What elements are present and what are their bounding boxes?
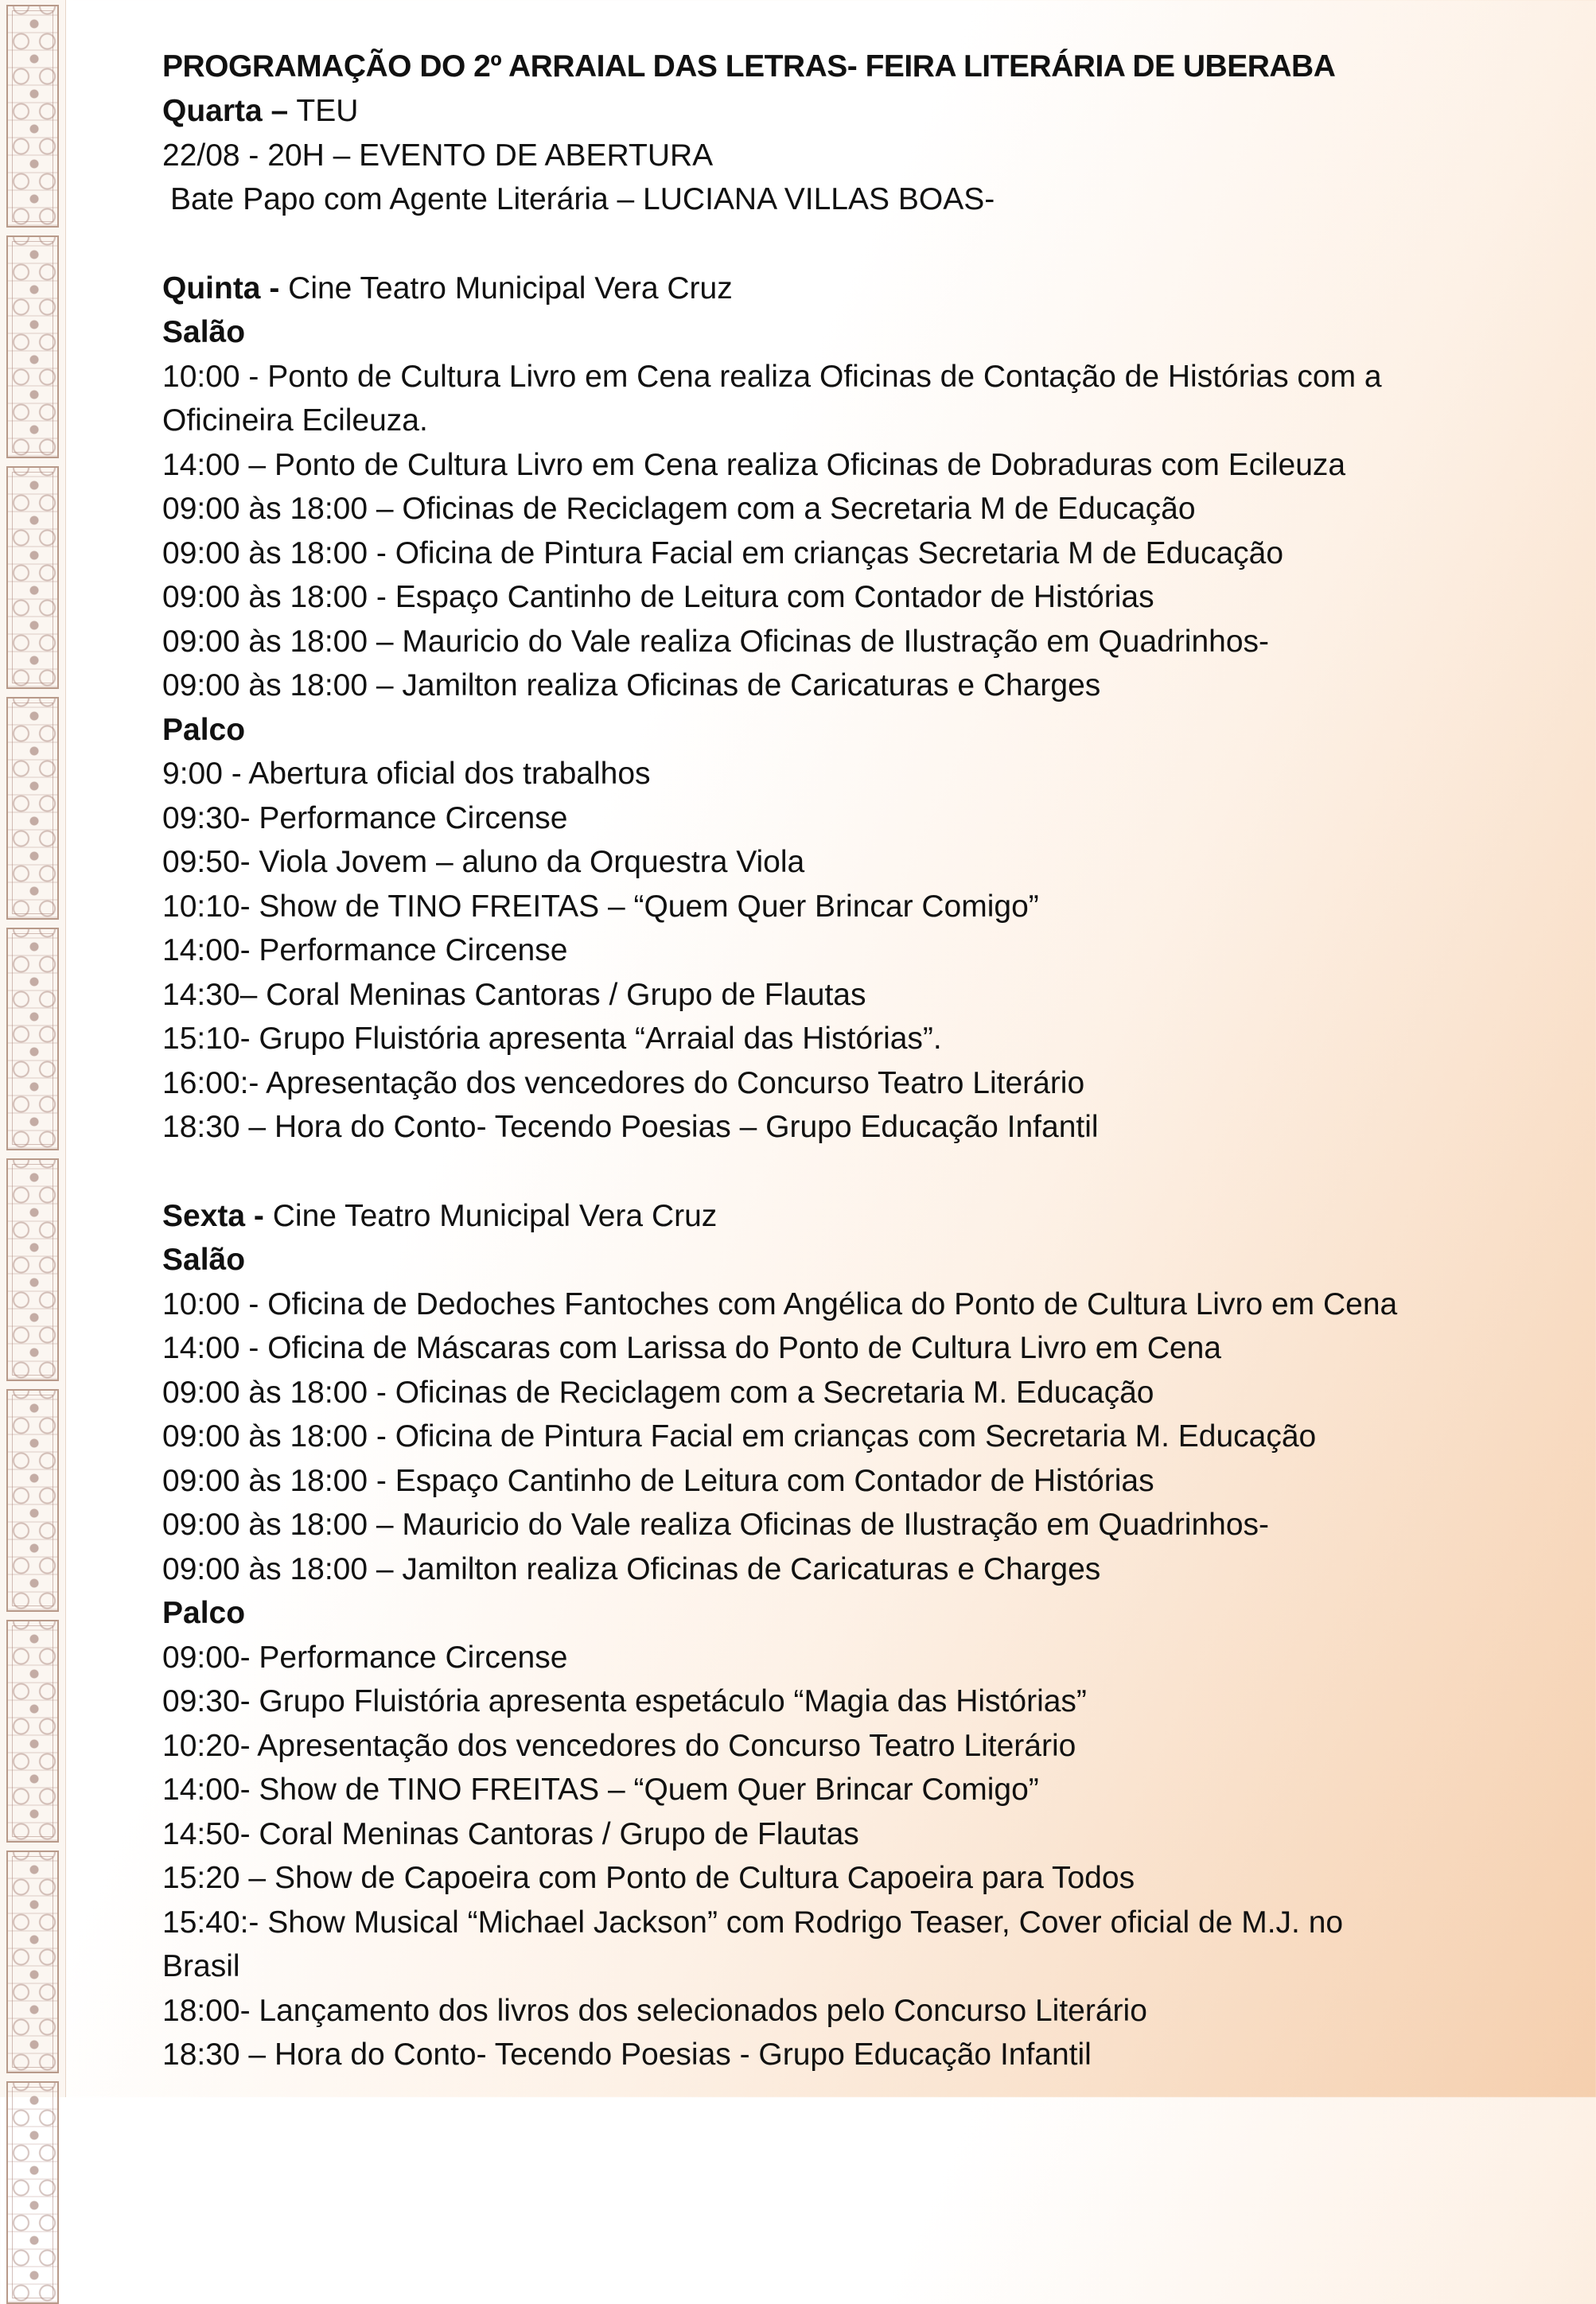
list-item: 18:00- Lançamento dos livros dos selecionados pelo Concurso Literário [162,1993,1147,2028]
ornament-panel [6,1389,59,1612]
list-item: 14:00 - Oficina de Máscaras com Larissa do Ponto de Cultura Livro em Cena [162,1331,1221,1365]
list-item: 14:50- Coral Meninas Cantoras / Grupo de Flautas [162,1816,859,1851]
decorative-border [0,0,66,2097]
list-item: 09:00 às 18:00 – Mauricio do Vale realiza Oficinas de Ilustração em Quadrinhos- [162,624,1270,659]
opening-day-line [162,89,1419,134]
list-item: 09:00 às 18:00 – Jamilton realiza Oficinas de Caricaturas e Charges [162,668,1101,702]
thursday-section [162,267,1419,1150]
palco-label: Palco [162,1596,246,1630]
opening-event: 22/08 - 20H – EVENTO DE ABERTURA [162,138,714,173]
list-item: 18:30 – Hora do Conto- Tecendo Poesias – Grupo Educação Infantil [162,1110,1099,1144]
spacer [162,222,1419,267]
program-document [162,45,1419,2077]
list-item: 09:00 às 18:00 - Espaço Cantinho de Leitura com Contador de Histórias [162,580,1154,614]
friday-day-label: Sexta - [162,1198,264,1233]
list-item: 09:00 às 18:00 - Oficina de Pintura Facial em crianças com Secretaria M. Educação [162,1419,1317,1454]
spacer [162,1150,1419,1194]
list-item: 10:00 - Ponto de Cultura Livro em Cena realiza Oficinas de Contação de Histórias com a Oficineira Ecileuza. [162,359,1382,438]
list-item: 14:30– Coral Meninas Cantoras / Grupo de Flautas [162,977,866,1012]
list-item: 09:00 às 18:00 - Oficina de Pintura Facial em crianças Secretaria M de Educação [162,535,1284,570]
opening-venue: TEU [288,94,359,128]
ornament-panel [6,1620,59,1843]
list-item: 15:20 – Show de Capoeira com Ponto de Cultura Capoeira para Todos [162,1861,1135,1895]
ornament-panel [6,928,59,1150]
list-item: 09:00 às 18:00 – Jamilton realiza Oficinas de Caricaturas e Charges [162,1551,1101,1586]
list-item: 16:00:- Apresentação dos vencedores do Concurso Teatro Literário [162,1065,1085,1100]
list-item: 14:00- Performance Circense [162,933,568,967]
ornament-panel [6,466,59,689]
ornament-panel [6,697,59,920]
document-title: PROGRAMAÇÃO DO 2º ARRAIAL DAS LETRAS- FEIRA LITERÁRIA DE UBERABA [162,49,1336,84]
list-item: 09:00- Performance Circense [162,1640,568,1675]
list-item: 15:10- Grupo Fluistória apresenta “Arraial das Histórias”. [162,1022,942,1056]
list-item: 09:30- Performance Circense [162,800,568,835]
ornament-panel [6,2081,59,2304]
palco-label: Palco [162,712,246,747]
salao-label: Salão [162,1243,246,1277]
list-item: 09:00 às 18:00 – Mauricio do Vale realiza Oficinas de Ilustração em Quadrinhos- [162,1508,1270,1542]
list-item: 09:00 às 18:00 - Oficinas de Reciclagem com a Secretaria M. Educação [162,1375,1154,1410]
ornament-panel [6,1158,59,1381]
opening-section [162,89,1419,222]
list-item: 09:30- Grupo Fluistória apresenta espetáculo “Magia das Histórias” [162,1684,1087,1718]
list-item: 09:00 às 18:00 - Espaço Cantinho de Leitura com Contador de Histórias [162,1463,1154,1498]
friday-day-line [162,1194,1419,1239]
list-item: 10:20- Apresentação dos vencedores do Concurso Teatro Literário [162,1728,1076,1763]
list-item: 14:00 – Ponto de Cultura Livro em Cena realiza Oficinas de Dobraduras com Ecileuza [162,447,1346,482]
list-item: 18:30 – Hora do Conto- Tecendo Poesias - Grupo Educação Infantil [162,2037,1092,2072]
thursday-salao-heading [162,310,1419,355]
friday-palco-heading [162,1591,1419,1636]
list-item: 15:40:- Show Musical “Michael Jackson” com Rodrigo Teaser, Cover oficial de M.J. no Brasil [162,1905,1344,1983]
list-item: 14:00- Show de TINO FREITAS – “Quem Quer Brincar Comigo” [162,1773,1039,1807]
opening-talk: Bate Papo com Agente Literária – LUCIANA VILLAS BOAS- [170,182,995,216]
list-item: 10:10- Show de TINO FREITAS – “Quem Quer Brincar Comigo” [162,889,1039,924]
salao-label: Salão [162,315,246,349]
thursday-day-line [162,267,1419,311]
thursday-venue: Cine Teatro Municipal Vera Cruz [279,270,733,306]
list-item: 09:50- Viola Jovem – aluno da Orquestra Viola [162,845,805,879]
ornament-panel [6,5,59,228]
list-item: 09:00 às 18:00 – Oficinas de Reciclagem com a Secretaria M de Educação [162,492,1196,526]
list-item: 9:00 - Abertura oficial dos trabalhos [162,757,651,791]
list-item: 10:00 - Oficina de Dedoches Fantoches com Angélica do Ponto de Cultura Livro em Cena [162,1286,1398,1321]
thursday-day-label: Quinta - [162,270,280,306]
ornament-panel [6,1851,59,2073]
opening-day-label: Quarta – [162,94,289,128]
thursday-palco-heading [162,708,1419,753]
friday-salao-heading [162,1238,1419,1282]
friday-venue: Cine Teatro Municipal Vera Cruz [263,1198,718,1233]
ornament-panel [6,235,59,458]
friday-section [162,1194,1419,2077]
